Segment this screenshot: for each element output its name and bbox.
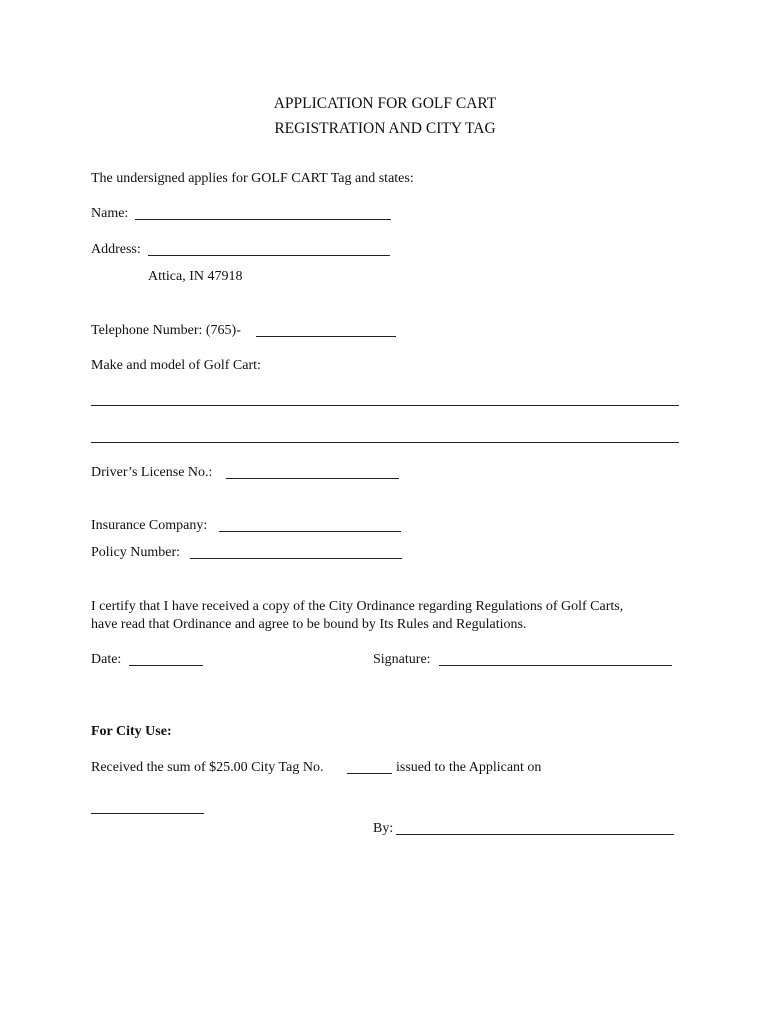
intro-text: The undersigned applies for GOLF CART Tag and states: — [91, 171, 414, 186]
signature-field-line[interactable] — [439, 665, 672, 666]
issue-date-line[interactable] — [91, 813, 204, 814]
telephone-field-line[interactable] — [256, 336, 396, 337]
city-state-zip: Attica, IN 47918 — [148, 269, 243, 284]
license-label: Driver’s License No.: — [91, 465, 213, 480]
by-field-line[interactable] — [396, 834, 674, 835]
name-field-line[interactable] — [135, 219, 391, 220]
insurance-field-line[interactable] — [219, 531, 401, 532]
make-model-field-line-1[interactable] — [91, 405, 679, 406]
make-model-field-line-2[interactable] — [91, 442, 679, 443]
form-title-line-2: REGISTRATION AND CITY TAG — [274, 120, 496, 137]
address-label: Address: — [91, 242, 141, 257]
license-field-line[interactable] — [226, 478, 399, 479]
make-model-label: Make and model of Golf Cart: — [91, 358, 261, 373]
form-title-line-1: APPLICATION FOR GOLF CART — [273, 95, 497, 112]
address-field-line[interactable] — [148, 255, 390, 256]
received-text: Received the sum of $25.00 City Tag No. — [91, 760, 324, 775]
date-label: Date: — [91, 652, 122, 667]
certification-line-1: I certify that I have received a copy of the City Ordinance regarding Regulations of Golf Carts, — [91, 599, 624, 614]
issued-text: issued to the Applicant on — [396, 760, 542, 775]
city-tag-number-line[interactable] — [347, 773, 392, 774]
by-label: By: — [373, 821, 394, 836]
city-use-heading: For City Use: — [91, 724, 172, 739]
certification-line-2: have read that Ordinance and agree to be bound by Its Rules and Regulations. — [91, 617, 527, 632]
insurance-label: Insurance Company: — [91, 518, 208, 533]
telephone-label: Telephone Number: (765)- — [91, 323, 241, 338]
policy-field-line[interactable] — [190, 558, 402, 559]
policy-label: Policy Number: — [91, 545, 181, 560]
date-field-line[interactable] — [129, 665, 203, 666]
signature-label: Signature: — [373, 652, 431, 667]
name-label: Name: — [91, 206, 129, 221]
